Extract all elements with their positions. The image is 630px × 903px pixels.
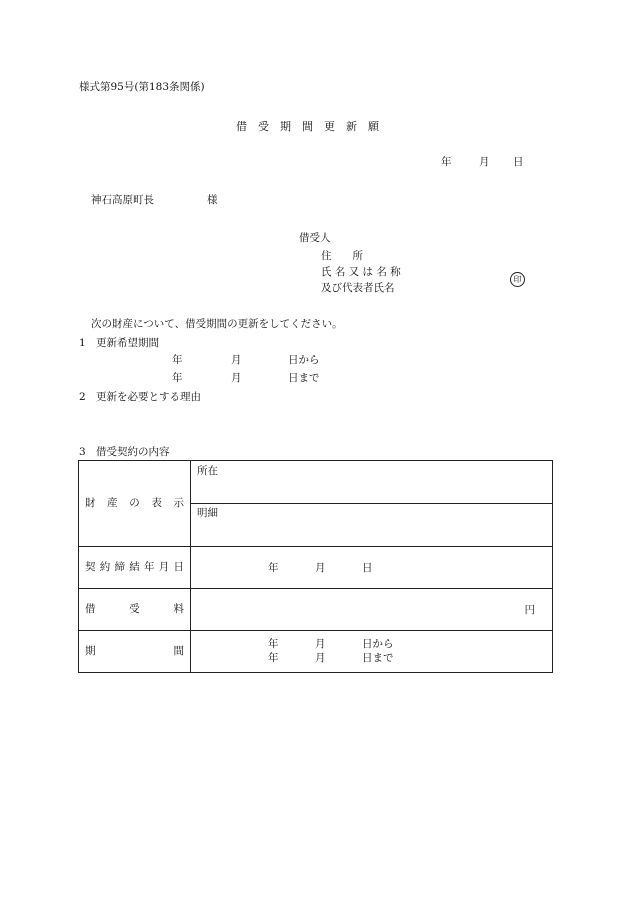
section2-label: 更新を必要とする理由 [96, 391, 201, 403]
contract-date-year: 年 [268, 562, 279, 574]
period-from-year: 年 [172, 354, 183, 366]
rent-label [79, 604, 190, 615]
period-from-day: 日から [288, 354, 320, 366]
term-from-day: 日から [362, 638, 394, 650]
section3-label: 借受契約の内容 [96, 446, 170, 458]
label-char: 年 [144, 561, 155, 574]
address-label: 住 所 [321, 250, 363, 262]
term-to-month: 月 [315, 652, 326, 664]
contract-date-month: 月 [315, 562, 326, 574]
addressee-honorific: 様 [207, 194, 218, 206]
contract-table [78, 460, 553, 673]
location-cell [191, 461, 553, 504]
seal-mark-icon: 印 [510, 272, 525, 287]
term-cell [191, 631, 553, 673]
rent-label-cell [79, 589, 191, 631]
label-char: 約 [99, 561, 111, 574]
label-char: 月 [158, 561, 170, 574]
property-label-cell [79, 461, 191, 547]
label-char: 期 [85, 645, 96, 658]
section3-number: 3 [79, 446, 86, 458]
label-char: 料 [173, 603, 184, 616]
section1-label: 更新希望期間 [96, 337, 159, 349]
term-label [79, 646, 190, 657]
label-char: 借 [85, 603, 96, 616]
name-label-line2: 及び代表者氏名 [321, 282, 395, 294]
term-to-year: 年 [268, 652, 279, 664]
label-char: 結 [129, 561, 140, 574]
contract-date-cell [191, 547, 553, 589]
label-char: 間 [173, 645, 184, 658]
period-from-month: 月 [231, 354, 242, 366]
date-day-label: 日 [513, 156, 524, 168]
label-char: 表 [151, 497, 162, 510]
label-char: 示 [173, 497, 184, 510]
label-char: 日 [173, 561, 184, 574]
period-to-month: 月 [231, 372, 242, 384]
term-to-day: 日まで [362, 652, 394, 664]
contract-date-day: 日 [362, 562, 373, 574]
property-label [79, 498, 190, 509]
section1-number: 1 [79, 337, 86, 349]
name-label-line1: 氏 名 又 は 名 称 [321, 266, 401, 278]
contract-date-label [79, 562, 190, 573]
rent-cell [191, 589, 553, 631]
date-month-label: 月 [479, 156, 490, 168]
label-char: 受 [129, 603, 140, 616]
period-to-day: 日まで [288, 372, 320, 384]
form-number: 様式第95号(第183条関係) [79, 81, 205, 93]
period-to-year: 年 [172, 372, 183, 384]
label-char: 財 [85, 497, 96, 510]
date-year-label: 年 [441, 156, 452, 168]
term-label-cell [79, 631, 191, 673]
term-from-month: 月 [315, 638, 326, 650]
term-from-year: 年 [268, 638, 279, 650]
section2-number: 2 [79, 391, 86, 403]
details-cell [191, 504, 553, 547]
intro-text: 次の財産について、借受期間の更新をしてください。 [91, 318, 343, 330]
label-char: の [129, 497, 140, 510]
contract-date-label-cell [79, 547, 191, 589]
label-char: 産 [107, 497, 118, 510]
label-char: 契 [85, 561, 96, 574]
details-label: 明細 [197, 507, 218, 519]
document-title: 借 受 期 間 更 新 願 [236, 120, 379, 133]
label-char: 締 [114, 561, 125, 574]
addressee-name: 神石高原町長 [91, 194, 154, 206]
rent-unit: 円 [524, 604, 535, 616]
applicant-role: 借受人 [299, 232, 331, 244]
location-label: 所在 [197, 465, 218, 477]
